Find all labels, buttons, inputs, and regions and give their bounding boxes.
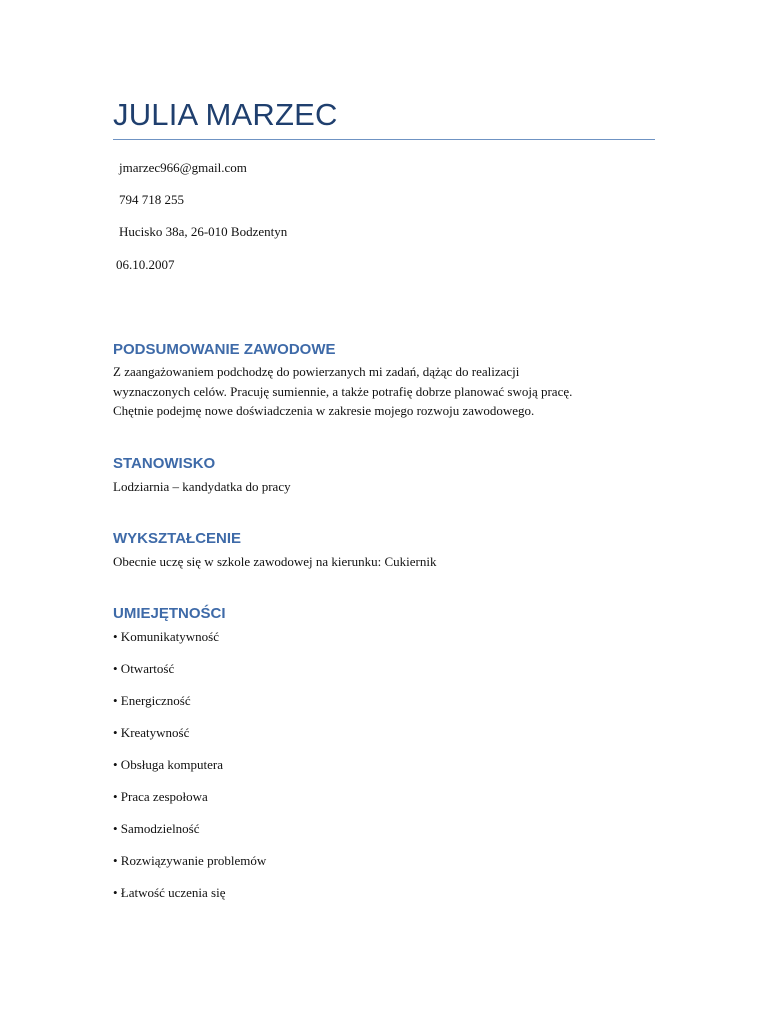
education-heading: WYKSZTAŁCENIE [113, 530, 242, 547]
skill-item: • Komunikatywność [113, 629, 220, 644]
contact-phone: 794 718 255 [119, 192, 184, 207]
summary-line: Chętnie podejmę nowe doświadczenia w zakresie mojego rozwoju zawodowego. [113, 403, 535, 418]
skill-item: • Rozwiązywanie problemów [113, 853, 267, 868]
candidate-name: JULIA MARZEC [113, 97, 338, 132]
summary-heading: PODSUMOWANIE ZAWODOWE [113, 341, 336, 358]
contact-address: Hucisko 38a, 26-010 Bodzentyn [119, 224, 288, 239]
summary-line: wyznaczonych celów. Pracuję sumiennie, a także potrafię dobrze planować swoją pracę. [113, 383, 573, 399]
name-divider [113, 139, 655, 140]
skill-item: • Samodzielność [113, 821, 200, 836]
skill-item: • Praca zespołowa [113, 789, 208, 804]
skill-item: • Kreatywność [113, 725, 190, 740]
education-text: Obecnie uczę się w szkole zawodowej na kierunku: Cukiernik [113, 554, 437, 569]
skill-item: • Energiczność [113, 693, 191, 708]
position-text: Lodziarnia – kandydatka do pracy [113, 479, 291, 494]
skills-heading: UMIEJĘTNOŚCI [113, 605, 226, 622]
contact-email: jmarzec966@gmail.com [119, 160, 247, 175]
position-heading: STANOWISKO [113, 455, 216, 472]
contact-birth-date: 06.10.2007 [116, 257, 175, 272]
skill-item: • Łatwość uczenia się [113, 885, 226, 900]
summary-text [113, 362, 572, 421]
summary-line: Z zaangażowaniem podchodzę do powierzanych mi zadań, dążąc do realizacji [113, 364, 520, 379]
skill-item: • Obsługa komputera [113, 757, 223, 772]
skill-item: • Otwartość [113, 661, 175, 676]
